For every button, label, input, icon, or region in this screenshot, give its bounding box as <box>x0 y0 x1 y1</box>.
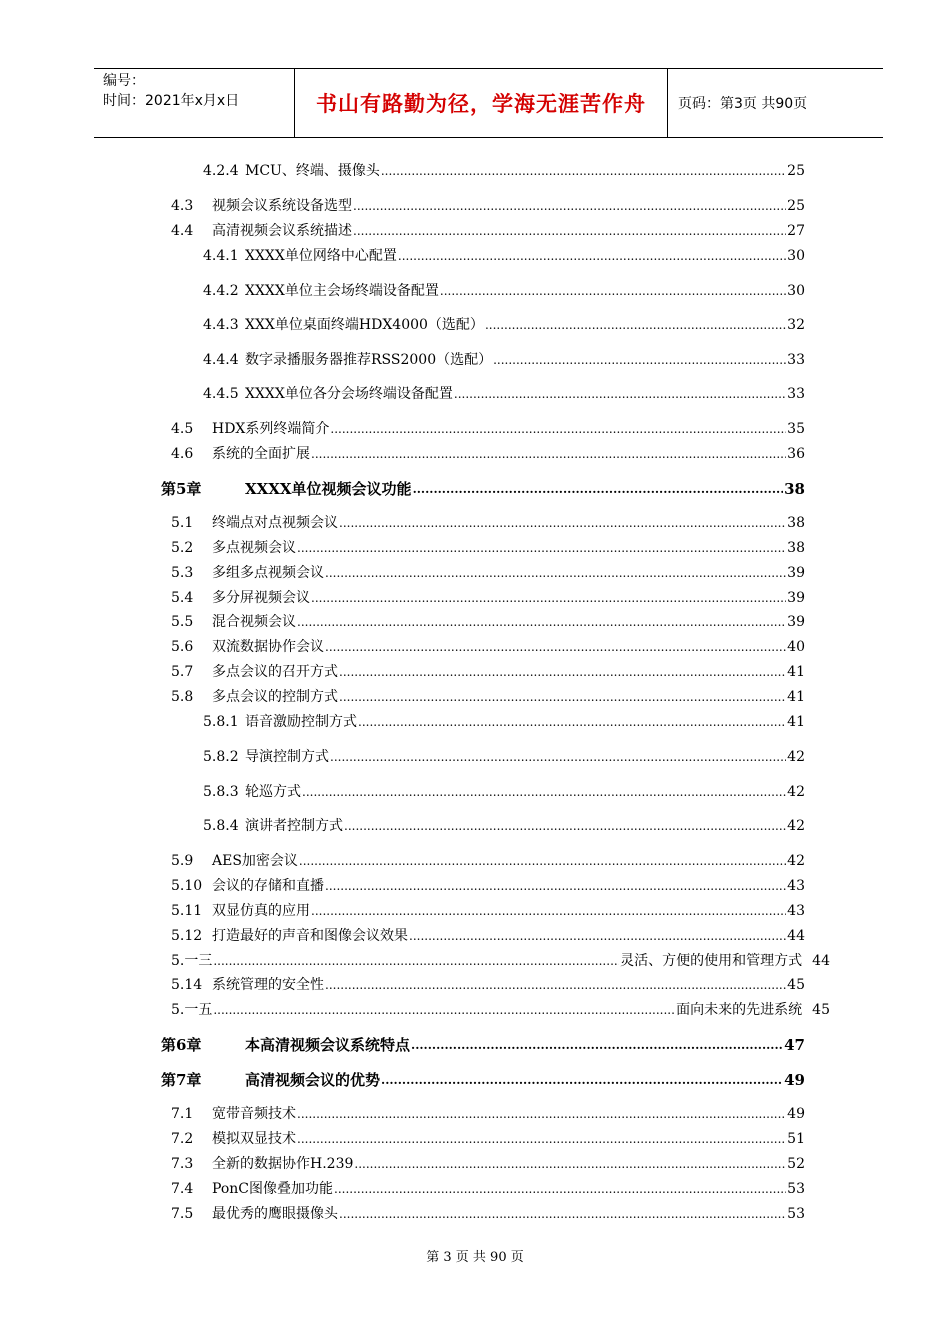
toc-entry-number: 5.8.4 <box>203 818 239 834</box>
toc-entry-page: 35 <box>787 421 805 437</box>
toc-entry-page: 38 <box>784 480 805 498</box>
toc-entry-number: 4.5 <box>171 421 194 437</box>
toc-entry-page: 41 <box>787 714 805 730</box>
toc-entry-leader <box>297 612 786 632</box>
toc-entry-number: 5.8.1 <box>203 714 239 730</box>
toc-entry-page: 39 <box>787 565 805 581</box>
toc-entry-title: AES加密会议 <box>212 853 298 869</box>
toc-entry-title: 会议的存储和直播 <box>212 878 324 894</box>
toc-entry-number: 4.3 <box>171 198 194 214</box>
toc-entry-number: 4.4.5 <box>203 386 239 402</box>
toc-entry[interactable] <box>161 1070 805 1090</box>
page-header <box>94 68 883 138</box>
toc-entry-leader <box>354 1154 786 1174</box>
header-page-info: 页码：第3页 共90页 <box>678 96 808 112</box>
toc-entry-page: 25 <box>787 198 805 214</box>
toc-entry[interactable] <box>171 637 805 657</box>
toc-entry-number: 7.3 <box>171 1156 194 1172</box>
toc-entry-number: 4.4.4 <box>203 352 239 368</box>
toc-entry-title: 数字录播服务器推荐RSS2000（选配） <box>245 352 493 368</box>
toc-entry[interactable] <box>203 816 805 836</box>
toc-entry-title: XXXX单位网络中心配置 <box>245 248 397 264</box>
toc-entry[interactable] <box>171 1104 805 1124</box>
toc-entry[interactable] <box>171 588 805 608</box>
toc-entry-title: 高清视频会议系统描述 <box>212 223 352 239</box>
toc-entry-leader <box>344 816 786 836</box>
toc-entry[interactable] <box>203 782 805 802</box>
toc-entry[interactable] <box>171 901 805 921</box>
toc-entry[interactable] <box>171 1179 805 1199</box>
toc-entry-leader <box>485 315 786 335</box>
toc-entry-page: 42 <box>787 784 805 800</box>
toc-entry-title: 视频会议系统设备选型 <box>212 198 352 214</box>
toc-entry-page: 45 <box>787 977 805 993</box>
toc-entry[interactable] <box>203 246 805 266</box>
toc-entry-number: 4.4 <box>171 223 194 239</box>
toc-entry[interactable] <box>203 315 805 335</box>
toc-entry-number: 第7章 <box>161 1071 202 1089</box>
toc-entry-leader <box>325 637 786 657</box>
toc-entry-page: 39 <box>787 590 805 606</box>
toc-entry-title: PonC图像叠加功能 <box>212 1181 334 1197</box>
toc-entry-number: 5.14 <box>171 977 203 993</box>
toc-entry-title: 全新的数据协作H.239 <box>212 1156 354 1172</box>
toc-entry-title: 多点会议的召开方式 <box>212 664 338 680</box>
toc-entry[interactable] <box>171 1129 805 1149</box>
header-motto: 书山有路勤为径，学海无涯苦作舟 <box>316 92 646 116</box>
toc-entry-number: 5.8.2 <box>203 749 239 765</box>
toc-entry-leader <box>353 196 786 216</box>
toc-entry-title: 混合视频会议 <box>212 614 296 630</box>
toc-entry-leader <box>381 1070 783 1090</box>
header-meta <box>94 69 294 137</box>
toc-entry-title: 高清视频会议的优势 <box>245 1071 381 1089</box>
toc-entry-leader <box>325 975 786 995</box>
toc-entry-title: HDX系列终端简介 <box>212 421 330 437</box>
toc-entry[interactable] <box>171 444 805 464</box>
toc-entry-number: 7.2 <box>171 1131 194 1147</box>
toc-entry-leader <box>311 588 786 608</box>
toc-entry-leader <box>454 384 786 404</box>
toc-entry-number: 5.1 <box>171 515 194 531</box>
toc-entry-title: 多分屏视频会议 <box>212 590 310 606</box>
toc-entry[interactable] <box>171 538 805 558</box>
toc-entry-number: 5.11 <box>171 903 203 919</box>
toc-entry-number: 5.8.3 <box>203 784 239 800</box>
toc-entry-page: 47 <box>784 1036 805 1054</box>
toc-entry-page: 30 <box>787 283 805 299</box>
toc-entry-page: 38 <box>787 515 805 531</box>
toc-entry[interactable] <box>161 479 805 499</box>
toc-entry-title: 本高清视频会议系统特点 <box>245 1036 411 1054</box>
toc-entry-leader <box>398 246 786 266</box>
toc-entry-title: 轮巡方式 <box>245 784 301 800</box>
toc-entry-title: 系统管理的安全性 <box>212 977 324 993</box>
toc-entry-leader <box>358 712 786 732</box>
toc-entry[interactable] <box>161 1035 805 1055</box>
toc-entry[interactable] <box>171 196 805 216</box>
toc-entry-leader <box>311 444 786 464</box>
toc-entry[interactable] <box>203 281 805 301</box>
toc-entry[interactable] <box>171 221 805 241</box>
toc-entry[interactable] <box>171 687 805 707</box>
toc-entry-page: 39 <box>787 614 805 630</box>
toc-entry-leader <box>297 1129 786 1149</box>
toc-entry-leader <box>299 851 786 871</box>
toc-entry-leader <box>339 1204 786 1224</box>
toc-entry-title: 导演控制方式 <box>245 749 329 765</box>
toc-entry-title: 最优秀的鹰眼摄像头 <box>212 1206 338 1222</box>
toc-entry-leader <box>297 1104 786 1124</box>
page-footer: 第 3 页 共 90 页 <box>426 1250 524 1265</box>
toc-entry[interactable] <box>171 563 805 583</box>
toc-entry-number: 5.5 <box>171 614 194 630</box>
toc-entry-leader <box>334 1179 786 1199</box>
toc-entry-title: 多点会议的控制方式 <box>212 689 338 705</box>
toc-entry-leader <box>440 281 786 301</box>
toc-entry-number: 4.4.1 <box>203 248 239 264</box>
toc-entry-title: 打造最好的声音和图像会议效果 <box>212 928 408 944</box>
toc-entry-page: 42 <box>787 749 805 765</box>
toc-entry-number: 5.8 <box>171 689 194 705</box>
toc-entry-number: 5.6 <box>171 639 194 655</box>
toc-entry-number: 第6章 <box>161 1036 202 1054</box>
toc-entry-page: 33 <box>787 352 805 368</box>
toc-entry-page: 51 <box>787 1131 805 1147</box>
toc-entry-number: 5.7 <box>171 664 194 680</box>
toc-entry-number: 第5章 <box>161 480 202 498</box>
toc-entry-page: 42 <box>787 818 805 834</box>
toc-entry-leader <box>213 951 619 971</box>
toc-entry-page: 44 <box>812 953 830 969</box>
toc-entry-title: 演讲者控制方式 <box>245 818 343 834</box>
document-id-label: 编号： <box>103 73 145 89</box>
toc-entry-leader <box>339 687 786 707</box>
toc-entry-leader <box>330 419 786 439</box>
toc-entry-number: 5.10 <box>171 878 203 894</box>
toc-entry-leader <box>413 479 784 499</box>
toc-entry-title: 系统的全面扩展 <box>212 446 310 462</box>
toc-entry-title: 面向未来的先进系统 <box>676 1002 803 1018</box>
toc-entry[interactable] <box>171 419 805 439</box>
toc-entry-page: 49 <box>787 1106 805 1122</box>
toc-entry-leader <box>325 876 786 896</box>
toc-entry-page: 43 <box>787 878 805 894</box>
toc-entry-page: 41 <box>787 664 805 680</box>
toc-entry[interactable] <box>171 951 830 971</box>
toc-entry[interactable] <box>171 876 805 896</box>
toc-entry-leader <box>297 538 786 558</box>
document-time: 时间：2021年x月x日 <box>103 93 240 109</box>
toc-entry-leader <box>339 662 786 682</box>
toc-entry-page: 49 <box>784 1071 805 1089</box>
toc-entry-page: 43 <box>787 903 805 919</box>
toc-entry-title: MCU、终端、摄像头 <box>245 163 380 179</box>
toc-entry-number: 4.6 <box>171 446 194 462</box>
toc-entry-title: 双显仿真的应用 <box>212 903 310 919</box>
toc-entry-page: 53 <box>787 1181 805 1197</box>
toc-entry-title: 模拟双显技术 <box>212 1131 296 1147</box>
toc-entry-title: XXXX单位视频会议功能 <box>245 480 412 498</box>
toc-entry-page: 38 <box>787 540 805 556</box>
toc-entry-leader <box>311 901 786 921</box>
toc-entry-leader <box>302 782 786 802</box>
toc-entry-number: 5.一五 <box>171 1002 213 1018</box>
toc-entry-number: 5.2 <box>171 540 194 556</box>
toc-entry-title: 多点视频会议 <box>212 540 296 556</box>
toc-entry-page: 44 <box>787 928 805 944</box>
toc-entry-page: 52 <box>787 1156 805 1172</box>
toc-entry-number: 5.4 <box>171 590 194 606</box>
toc-entry-number: 7.4 <box>171 1181 194 1197</box>
toc-entry[interactable] <box>171 926 805 946</box>
toc-entry[interactable] <box>171 513 805 533</box>
toc-entry[interactable] <box>203 712 805 732</box>
toc-entry-page: 25 <box>787 163 805 179</box>
toc-entry-page: 41 <box>787 689 805 705</box>
toc-entry-leader <box>339 513 786 533</box>
toc-entry[interactable] <box>203 747 805 767</box>
toc-entry-title: XXXX单位各分会场终端设备配置 <box>245 386 453 402</box>
toc-entry-number: 7.5 <box>171 1206 194 1222</box>
toc-entry-leader <box>381 161 786 181</box>
toc-entry[interactable] <box>171 1154 805 1174</box>
toc-entry-leader <box>411 1035 783 1055</box>
toc-entry-number: 4.4.3 <box>203 317 239 333</box>
toc-entry-number: 7.1 <box>171 1106 194 1122</box>
toc-entry-page: 42 <box>787 853 805 869</box>
toc-entry-page: 45 <box>812 1002 830 1018</box>
toc-entry-page: 32 <box>787 317 805 333</box>
toc-entry[interactable] <box>171 1000 830 1020</box>
toc-entry-number: 5.3 <box>171 565 194 581</box>
toc-entry-number: 5.12 <box>171 928 203 944</box>
toc-entry-page: 33 <box>787 386 805 402</box>
toc-entry-title: XXXX单位主会场终端设备配置 <box>245 283 439 299</box>
toc-entry-title: 宽带音频技术 <box>212 1106 296 1122</box>
header-motto-cell <box>294 69 668 137</box>
toc-entry[interactable] <box>203 384 805 404</box>
toc-entry-number: 5.9 <box>171 853 194 869</box>
toc-entry-leader <box>353 221 786 241</box>
toc-entry-leader <box>409 926 786 946</box>
toc-entry-leader <box>330 747 786 767</box>
toc-entry[interactable] <box>171 662 805 682</box>
toc-entry-page: 27 <box>787 223 805 239</box>
toc-entry-title: XXX单位桌面终端HDX4000（选配） <box>245 317 484 333</box>
toc-entry-leader <box>493 350 786 370</box>
toc-entry-title: 灵活、方便的使用和管理方式 <box>620 953 803 969</box>
toc-entry-page: 53 <box>787 1206 805 1222</box>
toc-entry[interactable] <box>171 612 805 632</box>
toc-entry-title: 终端点对点视频会议 <box>212 515 338 531</box>
toc-entry-title: 双流数据协作会议 <box>212 639 324 655</box>
toc-entry-number: 5.一三 <box>171 953 213 969</box>
toc-entry-number: 4.2.4 <box>203 163 239 179</box>
toc-entry-page: 36 <box>787 446 805 462</box>
toc-entry-number: 4.4.2 <box>203 283 239 299</box>
toc-entry-title: 多组多点视频会议 <box>212 565 324 581</box>
toc-entry[interactable] <box>171 975 805 995</box>
toc-entry[interactable] <box>171 1204 805 1224</box>
toc-entry[interactable] <box>171 851 805 871</box>
toc-entry-title: 语音激励控制方式 <box>245 714 357 730</box>
toc-entry-leader <box>213 1000 675 1020</box>
toc-entry[interactable] <box>203 350 805 370</box>
toc-entry-leader <box>325 563 786 583</box>
toc-entry[interactable] <box>203 161 805 181</box>
toc-entry-page: 40 <box>787 639 805 655</box>
toc-entry-page: 30 <box>787 248 805 264</box>
